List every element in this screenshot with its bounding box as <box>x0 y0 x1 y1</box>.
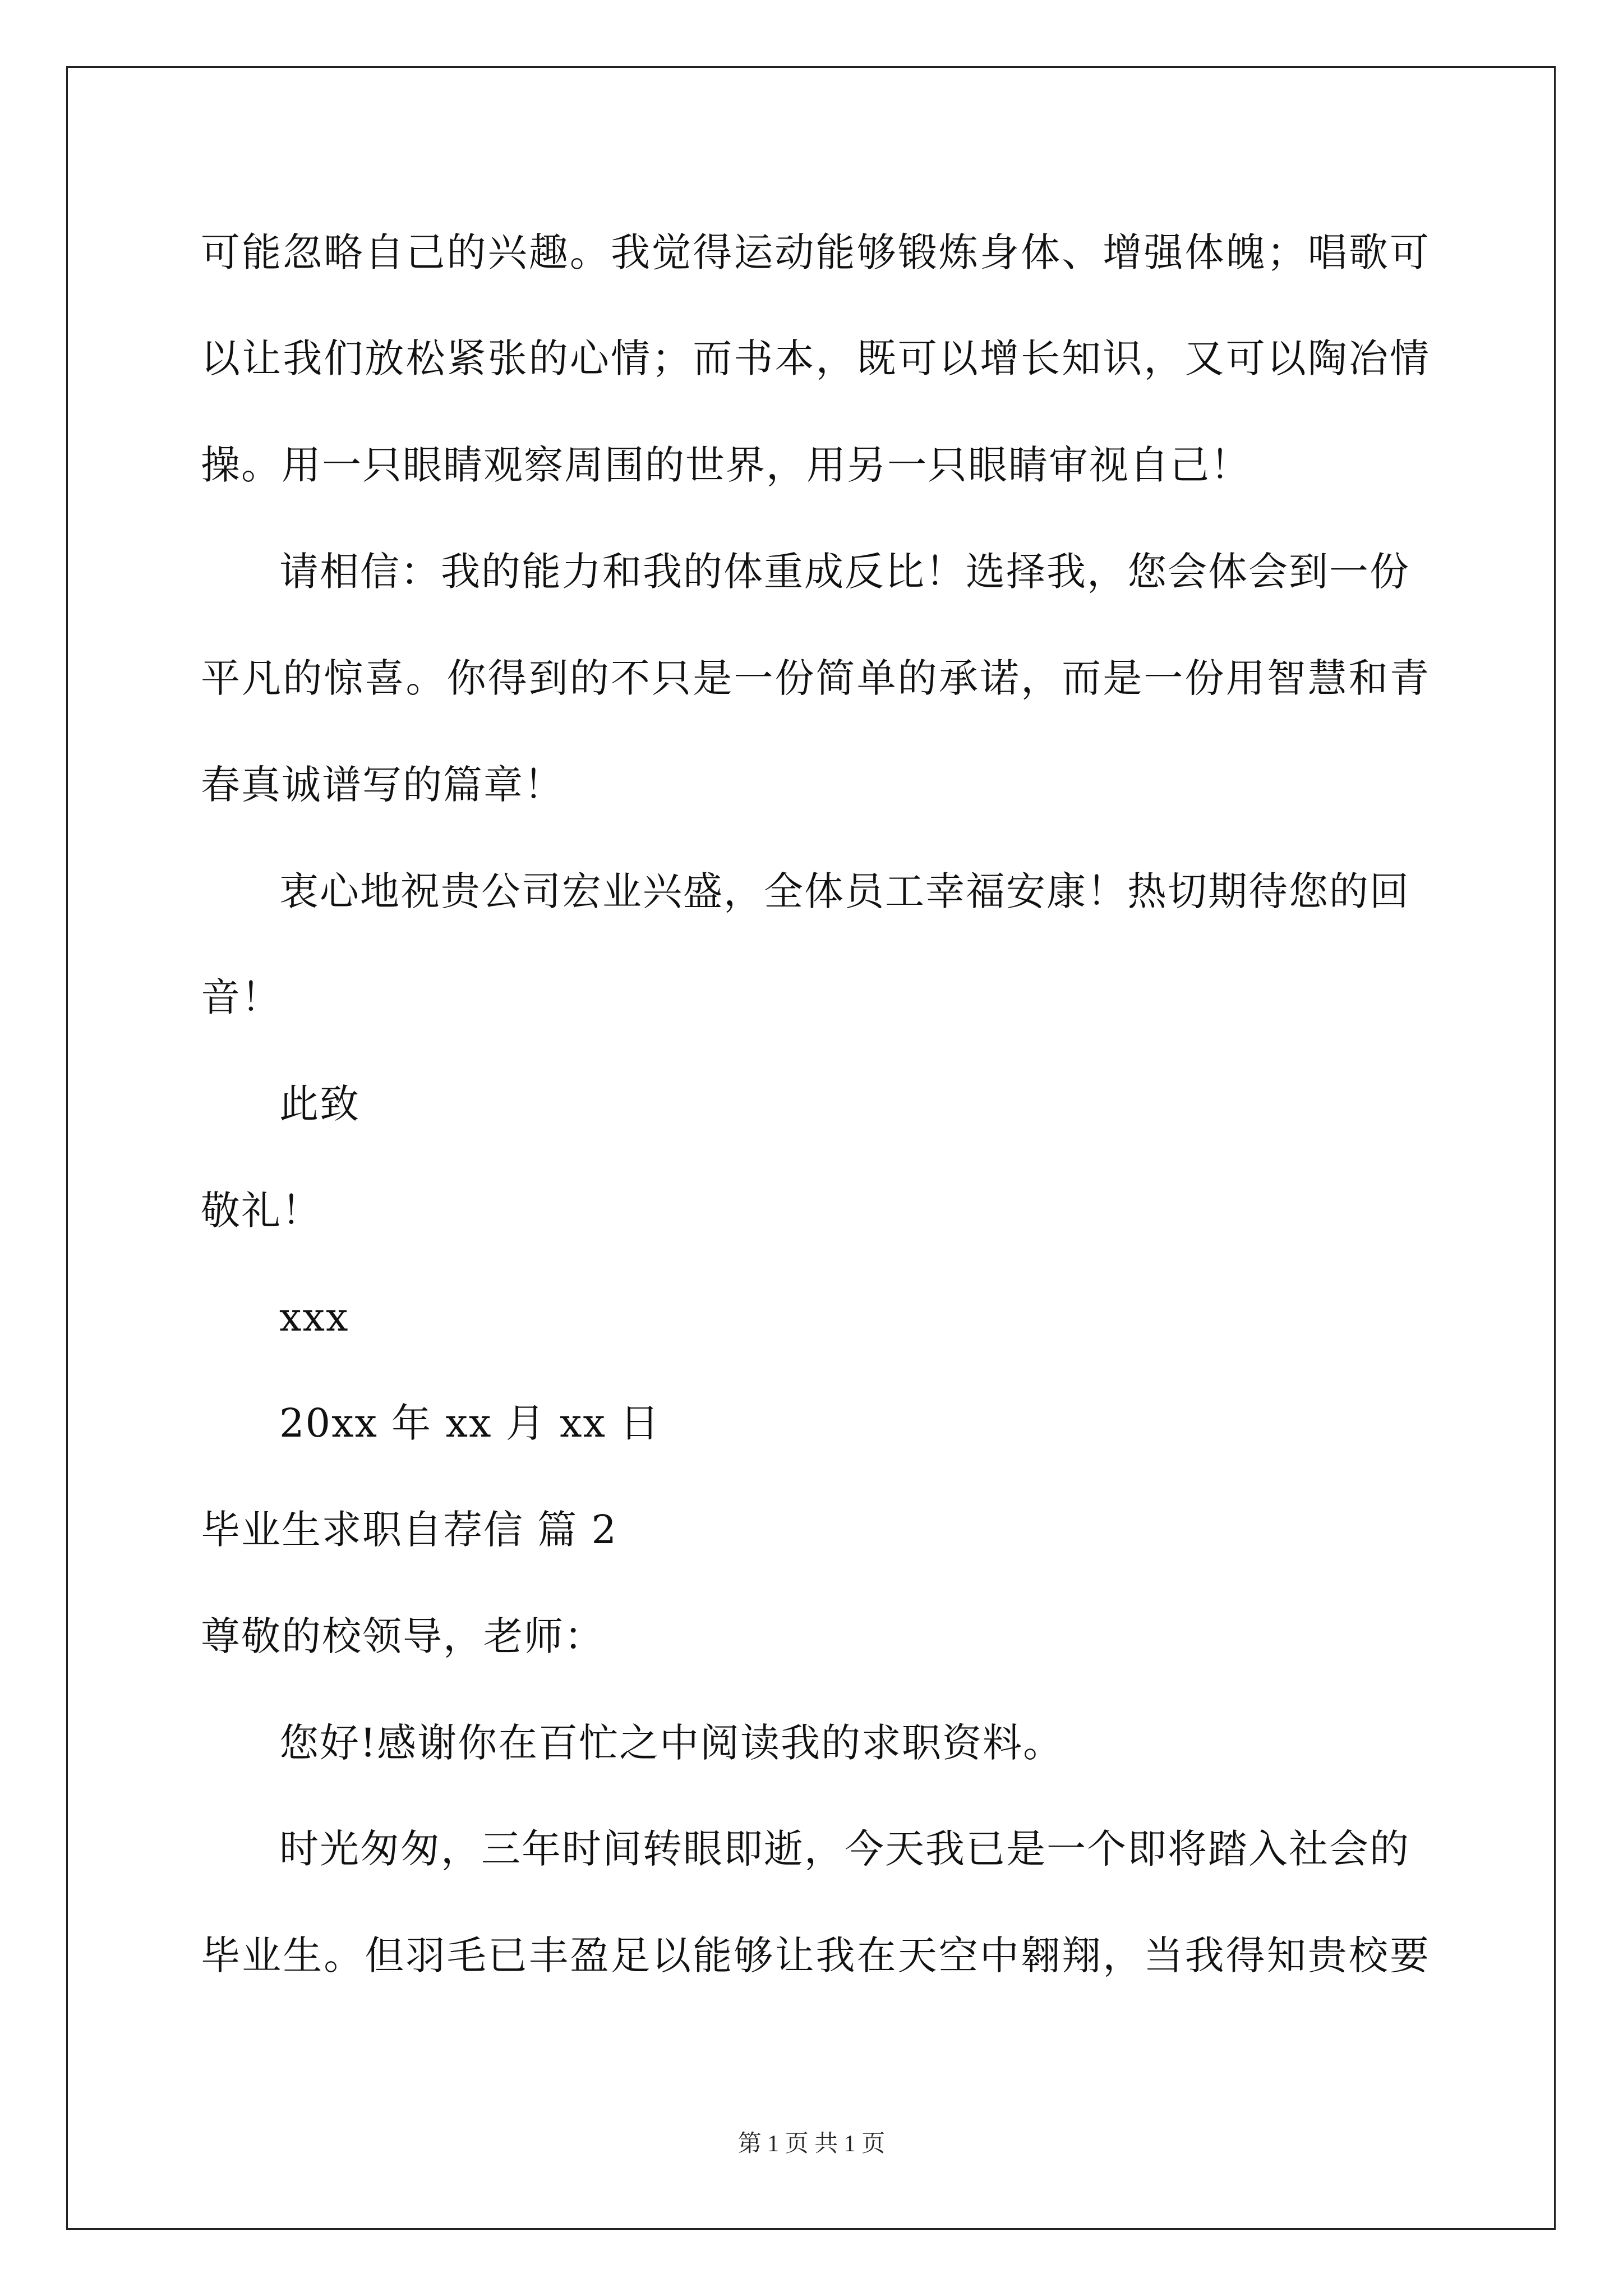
date-line: 20xx 年 xx 月 xx 日 <box>279 1400 661 1446</box>
signature-line: xxx <box>279 1294 349 1340</box>
body-line-4: 请相信：我的能力和我的体重成反比！选择我，您会体会到一份 <box>279 549 1410 595</box>
salute-line: 敬礼！ <box>201 1188 322 1234</box>
body-line-3: 操。用一只眼睛观察周围的世界，用另一只眼睛审视自己！ <box>201 442 1251 488</box>
body-line-11: 毕业生。但羽毛已丰盈足以能够让我在天空中翱翔，当我得知贵校要 <box>201 1932 1429 1978</box>
body-line-9: 您好!感谢你在百忙之中阅读我的求职资料。 <box>279 1720 1064 1766</box>
page-number-footer: 第 1 页 共 1 页 <box>737 2131 886 2157</box>
body-line-1: 可能忽略自己的兴趣。我觉得运动能够锻炼身体、增强体魄；唱歌可 <box>201 229 1429 275</box>
greeting-line: 尊敬的校领导，老师： <box>201 1613 605 1659</box>
body-line-6: 春真诚谱写的篇章！ <box>201 762 564 808</box>
body-line-8: 音！ <box>201 974 282 1020</box>
body-line-10: 时光匆匆，三年时间转眼即逝，今天我已是一个即将踏入社会的 <box>279 1826 1410 1872</box>
closing-line: 此致 <box>279 1081 360 1127</box>
body-line-2: 以让我们放松紧张的心情；而书本，既可以增长知识，又可以陶冶情 <box>201 335 1429 381</box>
page-border <box>66 66 1556 2230</box>
body-line-7: 衷心地祝贵公司宏业兴盛，全体员工幸福安康！热切期待您的回 <box>279 868 1410 914</box>
section-heading: 毕业生求职自荐信 篇 2 <box>201 1507 618 1553</box>
body-line-5: 平凡的惊喜。你得到的不只是一份简单的承诺，而是一份用智慧和青 <box>201 655 1429 701</box>
